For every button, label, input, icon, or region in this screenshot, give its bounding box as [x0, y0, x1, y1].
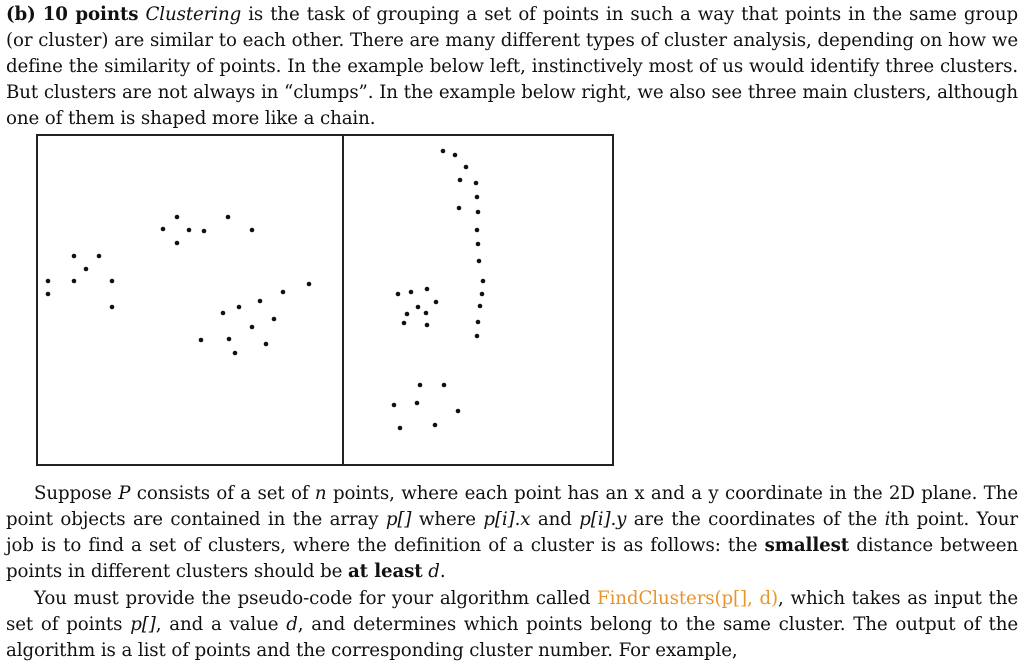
- point-right-group: [237, 305, 242, 310]
- point-top-group: [161, 227, 166, 232]
- p-i-x: p[i].x: [483, 509, 531, 530]
- point-clump: [425, 323, 430, 328]
- point-right-group: [264, 342, 269, 347]
- point-left-group: [72, 254, 77, 259]
- part-label: (b): [6, 4, 36, 25]
- points-label: 10 points: [42, 4, 139, 25]
- point-clump: [425, 287, 430, 292]
- point-top-group: [250, 228, 255, 233]
- topic-term: Clustering: [145, 4, 242, 25]
- cluster-plot: [38, 136, 612, 464]
- point-clump: [424, 311, 429, 316]
- point-chain: [476, 242, 481, 247]
- intro-text: is the task of grouping a set of points in such a way that points in the same group (or cluster) are similar to each other. There are many different types of cluster analysis, depending on how we define the similarity of points. In the example below left, instinctively most of us would identify three clusters. But clusters are not always in “clumps”. In the example below right, we also see three main clusters, although one of them is shaped more like a chain.: [6, 4, 1019, 129]
- point-clump: [396, 292, 401, 297]
- point-sparse-group: [456, 409, 461, 414]
- point-right-group: [250, 325, 255, 330]
- point-chain: [441, 149, 446, 154]
- point-sparse-group: [398, 426, 403, 431]
- point-sparse-group: [433, 423, 438, 428]
- point-chain: [475, 334, 480, 339]
- point-clump: [405, 312, 410, 317]
- point-chain: [476, 320, 481, 325]
- cluster-figure: [36, 134, 614, 466]
- var-d: d: [428, 561, 440, 582]
- point-right-group: [272, 317, 277, 322]
- point-chain: [480, 292, 485, 297]
- point-chain: [477, 259, 482, 264]
- point-clump: [434, 300, 439, 305]
- point-clump: [416, 305, 421, 310]
- task-paragraph: You must provide the pseudo-code for your algorithm called FindClusters(p[], d), which takes as input the set of points p[], and a value d, and determines which points belong to the same cluster. The output of the algorithm is a list of points and the corresponding cluster number. For example,: [6, 588, 1019, 661]
- point-chain: [457, 206, 462, 211]
- var-d-2: d: [286, 614, 298, 635]
- point-left-group: [110, 279, 115, 284]
- point-right-group: [233, 351, 238, 356]
- point-top-group: [175, 241, 180, 246]
- problem-paragraph: Suppose P consists of a set of n points, where each point has an x and a y coordinate in the 2D plane. The point objects are contained in the array p[] where p[i].x and p[i].y are the coordinates of the ith point. Your job is to find a set of clusters, where the definition of a cluster is as follows: the smallest distance between points in different clusters should be at least d.: [6, 483, 1019, 582]
- point-right-group: [199, 338, 204, 343]
- point-top-group: [226, 215, 231, 220]
- at-least-term: at least: [347, 561, 423, 582]
- point-left-group: [72, 279, 77, 284]
- point-left-group: [110, 305, 115, 310]
- point-clump: [402, 321, 407, 326]
- var-i: i: [884, 509, 891, 530]
- point-sparse-group: [392, 403, 397, 408]
- point-sparse-group: [415, 401, 420, 406]
- point-right-group: [227, 337, 232, 342]
- point-chain: [478, 304, 483, 309]
- point-right-group: [281, 290, 286, 295]
- point-right-group: [221, 311, 226, 316]
- point-left-group: [46, 279, 51, 284]
- point-left-group: [46, 292, 51, 297]
- point-sparse-group: [418, 383, 423, 388]
- point-chain: [475, 195, 480, 200]
- point-sparse-group: [442, 383, 447, 388]
- array-p: p[]: [385, 509, 412, 530]
- set-P: P: [118, 483, 131, 504]
- point-chain: [453, 153, 458, 158]
- smallest-term: smallest: [764, 535, 850, 556]
- point-right-group: [258, 299, 263, 304]
- point-chain: [481, 279, 486, 284]
- point-top-group: [175, 215, 180, 220]
- point-chain: [476, 210, 481, 215]
- point-top-group: [202, 229, 207, 234]
- p-i-y: p[i].y: [579, 509, 627, 530]
- point-chain: [458, 178, 463, 183]
- point-chain: [475, 228, 480, 233]
- point-chain: [474, 181, 479, 186]
- intro-paragraph: [6, 2, 1018, 132]
- point-top-group: [187, 228, 192, 233]
- point-left-group: [97, 254, 102, 259]
- function-name: FindClusters(p[], d): [597, 588, 779, 609]
- point-clump: [409, 290, 414, 295]
- array-p-2: p[]: [130, 614, 156, 635]
- point-left-group: [84, 267, 89, 272]
- point-chain: [464, 165, 469, 170]
- var-n: n: [314, 483, 327, 504]
- point-right-group: [307, 282, 312, 287]
